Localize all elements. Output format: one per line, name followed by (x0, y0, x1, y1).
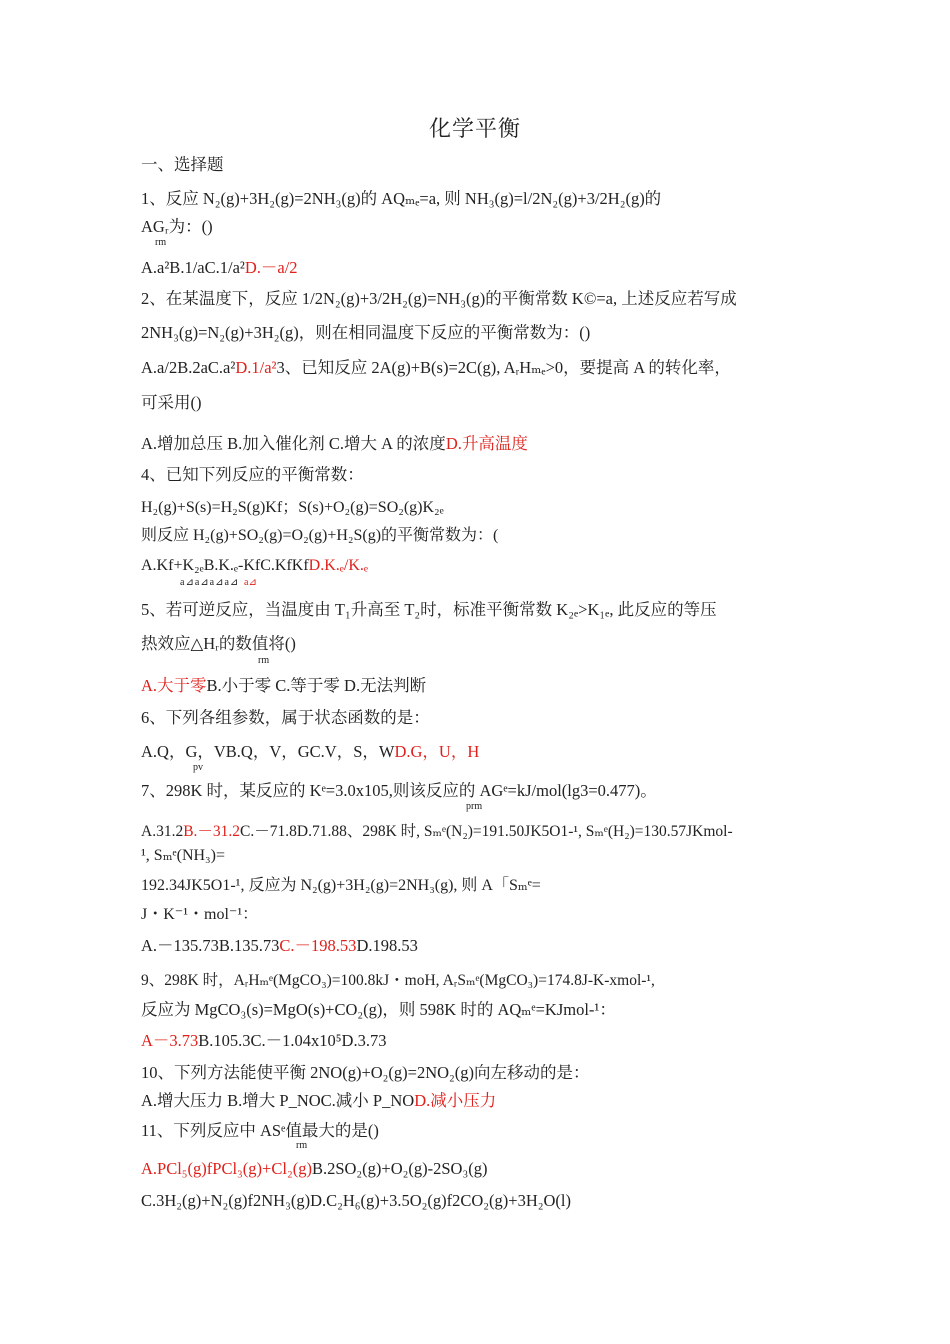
question-5-options (141, 675, 426, 697)
question-7-options (141, 821, 733, 843)
question-7-stem: 7、298K 时，某反应的 Kᵉ=3.0x105,则该反应的 AGᵉ=kJ/mol(lg3=0.477)。 (141, 781, 657, 800)
question-2-answer: D.1/a² (235, 358, 277, 377)
question-11-options-cont: C.3H₂(g)+N₂(g)f2NH₃(g)D.C₂H₆(g)+3.5O₂(g)f2CO₂(g)+3H₂O(l) (141, 1191, 571, 1210)
question-6-answer: D.G，U，H (394, 742, 480, 761)
question-4-stem: 4、已知下列反应的平衡常数： (141, 465, 364, 484)
question-3-stem-cont: 可采用() (141, 393, 202, 412)
question-8-stem-line: 192.34JK5O1-¹, 反应为 N₂(g)+3H₂(g)=2NH₃(g), 则 A「Sₘᵉ= (141, 877, 541, 894)
question-1-answer: D.－a/2 (244, 258, 298, 277)
question-5-choices: B.小于零 C.等于零 D.无法判断 (206, 676, 427, 695)
question-8-choices-rest: D.198.53 (356, 936, 418, 955)
question-9-stem: 9、298K 时，AᵣHₘᵉ(MgCO₃)=100.8kJ・moH, AᵣSₘᵉ(MgCO₃)=174.8J-K-xmol-¹, (141, 972, 655, 989)
question-3-options (141, 433, 528, 455)
question-4-choices: A.Kf+K₂ₑB.K.ₑ-KfC.KfKf (141, 557, 309, 574)
section-heading: 一、选择题 (141, 155, 224, 174)
question-9-stem-cont: 反应为 MgCO₃(s)=MgO(s)+CO₂(g)，则 598K 时的 AQₘᵉ=KJmol-¹： (141, 1000, 616, 1019)
question-1-subscript: rm (155, 237, 167, 248)
question-1-options (141, 257, 298, 279)
question-4-marks-red: a⊿ (244, 577, 257, 588)
question-4-options (141, 555, 368, 577)
question-8-units: J・K⁻¹・mol⁻¹： (141, 906, 259, 923)
question-10-stem: 10、下列方法能使平衡 2NO(g)+O₂(g)=2NO₂(g)向左移动的是： (141, 1063, 590, 1082)
question-8-options (141, 935, 418, 957)
question-1-stem-cont: AGᵣ为：() (141, 217, 213, 236)
question-4-marks: a⊿a⊿a⊿a⊿ (180, 577, 240, 588)
question-9-answer: A－3.73 (141, 1031, 199, 1050)
question-5-stem: 5、若可逆反应，当温度由 T₁升高至 T₂时，标准平衡常数 K₂ₑ>K₁ₑ, 此反应的等压 (141, 600, 717, 619)
question-5-answer: A.大于零 (141, 676, 207, 695)
question-11-choice-b: B.2SO₂(g)+O₂(g)-2SO₃(g) (311, 1159, 488, 1178)
question-11-answer: A.PCl₅(g)fPCl₃(g)+Cl₂(g) (141, 1159, 312, 1178)
question-5-subscript: rm (258, 655, 270, 666)
question-11-stem: 11、下列反应中 ASᵉ值最大的是() (141, 1121, 379, 1140)
question-8-choices: A.－135.73B.135.73 (141, 936, 280, 955)
question-5-stem-cont: 热效应△Hᵣ的数值将() (141, 634, 296, 653)
question-4-reactions: H₂(g)+S(s)=H₂S(g)Kf；S(s)+O₂(g)=SO₂(g)K₂ₑ (141, 499, 444, 516)
question-2-stem: 2、在某温度下，反应 1/2N₂(g)+3/2H₂(g)=NH₃(g)的平衡常数 K©=a, 上述反应若写成 (141, 289, 737, 308)
question-7-answer: B.－31.2 (183, 823, 241, 840)
question-10-answer: D.减小压力 (414, 1091, 497, 1110)
question-3-choices: A.增加总压 B.加入催化剂 C.增大 A 的浓度 (141, 434, 446, 453)
document-title: 化学平衡 (428, 116, 521, 141)
question-7-subscript: prm (466, 801, 483, 812)
question-7-choice-a: A.31.2 (141, 823, 184, 840)
question-10-options (141, 1090, 496, 1112)
question-10-choices: A.增大压力 B.增大 P_NOC.减小 P_NO (141, 1091, 415, 1110)
question-3-stem: 3、已知反应 2A(g)+B(s)=2C(g), AᵣHₘₑ>0，要提高 A 的转化率， (276, 358, 731, 377)
question-2-stem-cont: 2NH₃(g)=N₂(g)+3H₂(g)，则在相同温度下反应的平衡常数为：() (141, 323, 591, 342)
question-2-choices: A.a/2B.2aC.a² (141, 358, 236, 377)
question-6-choices: A.Q，G，VB.Q，V，GC.V，S，W (141, 742, 395, 761)
question-3-answer: D.升高温度 (445, 434, 528, 453)
question-8-answer: C.－198.53 (279, 936, 357, 955)
question-2-options (141, 357, 731, 379)
question-9-choices: B.105.3C.－1.04x10⁵D.3.73 (198, 1031, 387, 1050)
question-4-target: 则反应 H₂(g)+SO₂(g)=O₂(g)+H₂S(g)的平衡常数为：( (141, 527, 499, 544)
question-1-choices: A.a²B.1/aC.1/a² (141, 258, 245, 277)
question-6-options (141, 741, 479, 763)
question-9-options (141, 1030, 386, 1052)
question-4-answer: D.K.ₑ/K.ₑ (308, 557, 368, 574)
question-7-choices-rest: C.－71.8D.71.88、298K 时, Sₘᵉ(N₂)=191.50JK5O1-¹, Sₘᵉ(H₂)=130.57JKmol- (240, 823, 733, 840)
question-8-stem-cont: ¹, Sₘᵉ(NH₃)= (141, 847, 225, 864)
question-6-subscript: pv (193, 762, 203, 773)
question-11-options (141, 1158, 487, 1180)
question-1-stem: 1、反应 N₂(g)+3H₂(g)=2NH₃(g)的 AQₘₑ=a, 则 NH₃(g)=l/2N₂(g)+3/2H₂(g)的 (141, 189, 662, 208)
question-11-subscript: rm (296, 1140, 308, 1151)
question-6-stem: 6、下列各组参数，属于状态函数的是： (141, 708, 430, 727)
